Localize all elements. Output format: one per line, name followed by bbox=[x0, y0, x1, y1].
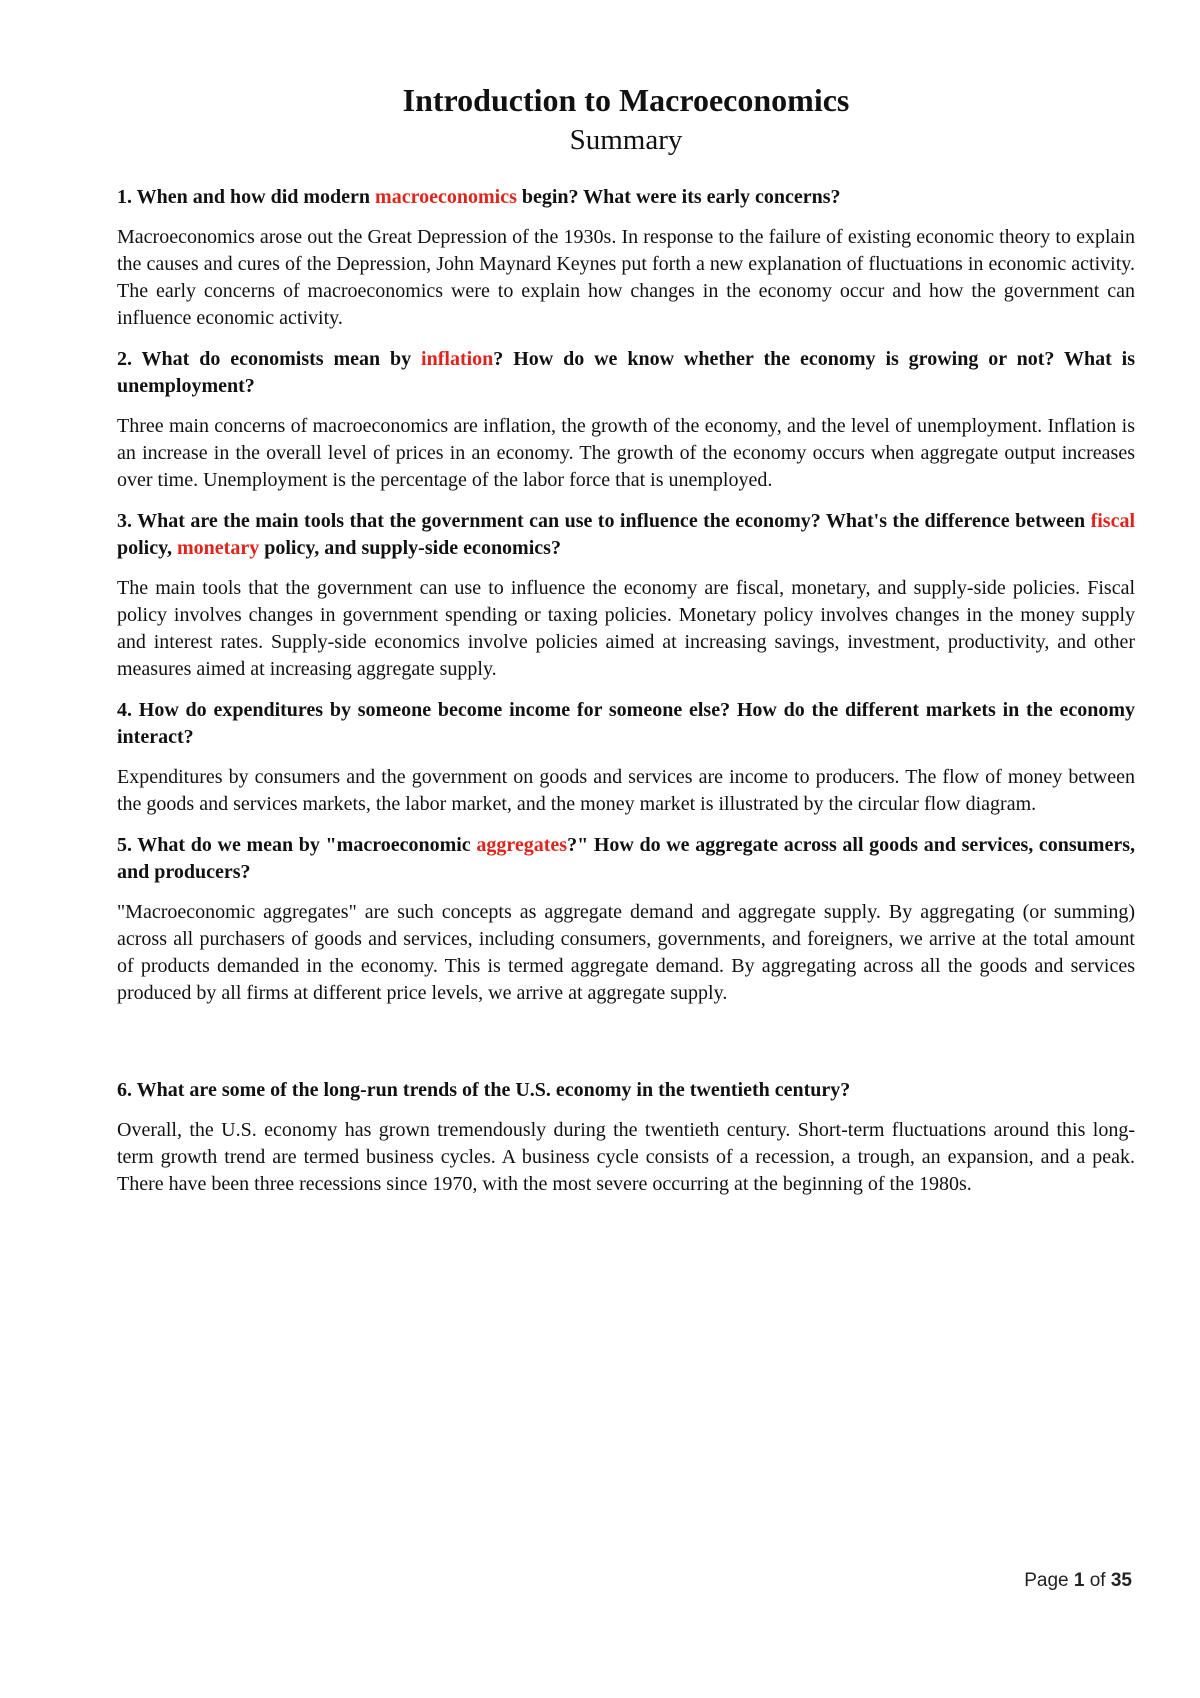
highlighted-term: aggregates bbox=[476, 834, 568, 856]
question-text: 3. What are the main tools that the government can use to influence the economy? What's the difference between bbox=[117, 510, 1091, 532]
answer-6: Overall, the U.S. economy has grown tremendously during the twentieth century. Short-term fluctuations around this long-term growth trend are termed business cycles. A business cycle consists of a recession, a trough, an expansion, and a peak. There have been three recessions since 1970, with the most severe occurring at the beginning of the 1980s. bbox=[117, 1119, 1135, 1195]
question-text: 1. When and how did modern bbox=[117, 186, 376, 208]
answer-3: The main tools that the government can use to influence the economy are fiscal, monetary, and supply-side policies. Fiscal policy involves changes in government spending or taxing policies. Monetary policy involves changes in the money supply and interest rates. Supply-side economics involve policies aimed at increasing savings, investment, productivity, and other measures aimed at increasing aggregate supply. bbox=[117, 577, 1135, 680]
question-4: 4. How do expenditures by someone become income for someone else? How do the different markets in the economy interact? bbox=[117, 699, 1135, 748]
document-title: Introduction to Macroeconomics bbox=[402, 82, 850, 118]
section-spacer bbox=[117, 1021, 1135, 1077]
of-word: of bbox=[1089, 1570, 1106, 1591]
highlighted-term: macroeconomics bbox=[375, 186, 517, 208]
document-page bbox=[117, 80, 1135, 1212]
page-total: 35 bbox=[1110, 1570, 1132, 1591]
document-subtitle: Summary bbox=[569, 124, 683, 156]
question-2 bbox=[117, 346, 1135, 400]
question-text: policy, and supply-side economics? bbox=[259, 537, 561, 559]
question-3 bbox=[117, 508, 1135, 562]
highlighted-term: inflation bbox=[421, 348, 494, 370]
page-current: 1 bbox=[1073, 1570, 1085, 1591]
question-text: policy, bbox=[117, 537, 178, 559]
question-text: ?" How do we aggregate across all goods and services, consumers, and producers? bbox=[117, 834, 1136, 883]
highlighted-term: monetary bbox=[177, 537, 260, 559]
question-6: 6. What are some of the long-run trends of the U.S. economy in the twentieth century? bbox=[117, 1079, 851, 1101]
question-text: begin? What were its early concerns? bbox=[516, 186, 841, 208]
question-5 bbox=[117, 832, 1135, 886]
answer-1: Macroeconomics arose out the Great Depression of the 1930s. In response to the failure of existing economic theory to explain the causes and cures of the Depression, John Maynard Keynes put forth a new explanation of fluctuations in economic activity. The early concerns of macroeconomics were to explain how changes in the economy occur and how the government can influence economic activity. bbox=[117, 226, 1135, 329]
answer-4: Expenditures by consumers and the government on goods and services are income to producers. The flow of money between the goods and services markets, the labor market, and the money market is illustrated by the circular flow diagram. bbox=[117, 766, 1135, 815]
question-text: 2. What do economists mean by bbox=[117, 348, 422, 370]
question-1 bbox=[117, 184, 1135, 211]
page-word: Page bbox=[1024, 1570, 1069, 1591]
answer-5: "Macroeconomic aggregates" are such concepts as aggregate demand and aggregate supply. By aggregating (or summing) across all purchasers of goods and services, including consumers, governments, and foreigners, we arrive at the total amount of products demanded in the economy. This is termed aggregate demand. By aggregating across all the goods and services produced by all firms at different price levels, we arrive at aggregate supply. bbox=[117, 901, 1135, 1004]
question-text: ? How do we know whether the economy is growing or not? What is unemployment? bbox=[117, 348, 1135, 397]
question-text: 5. What do we mean by "macroeconomic bbox=[117, 834, 477, 856]
highlighted-term: fiscal bbox=[1090, 510, 1135, 532]
answer-2: Three main concerns of macroeconomics are inflation, the growth of the economy, and the level of unemployment. Inflation is an increase in the overall level of prices in an economy. The growth of the economy occurs when aggregate output increases over time. Unemployment is the percentage of the labor force that is unemployed. bbox=[117, 415, 1135, 491]
page-footer bbox=[1024, 1570, 1132, 1592]
